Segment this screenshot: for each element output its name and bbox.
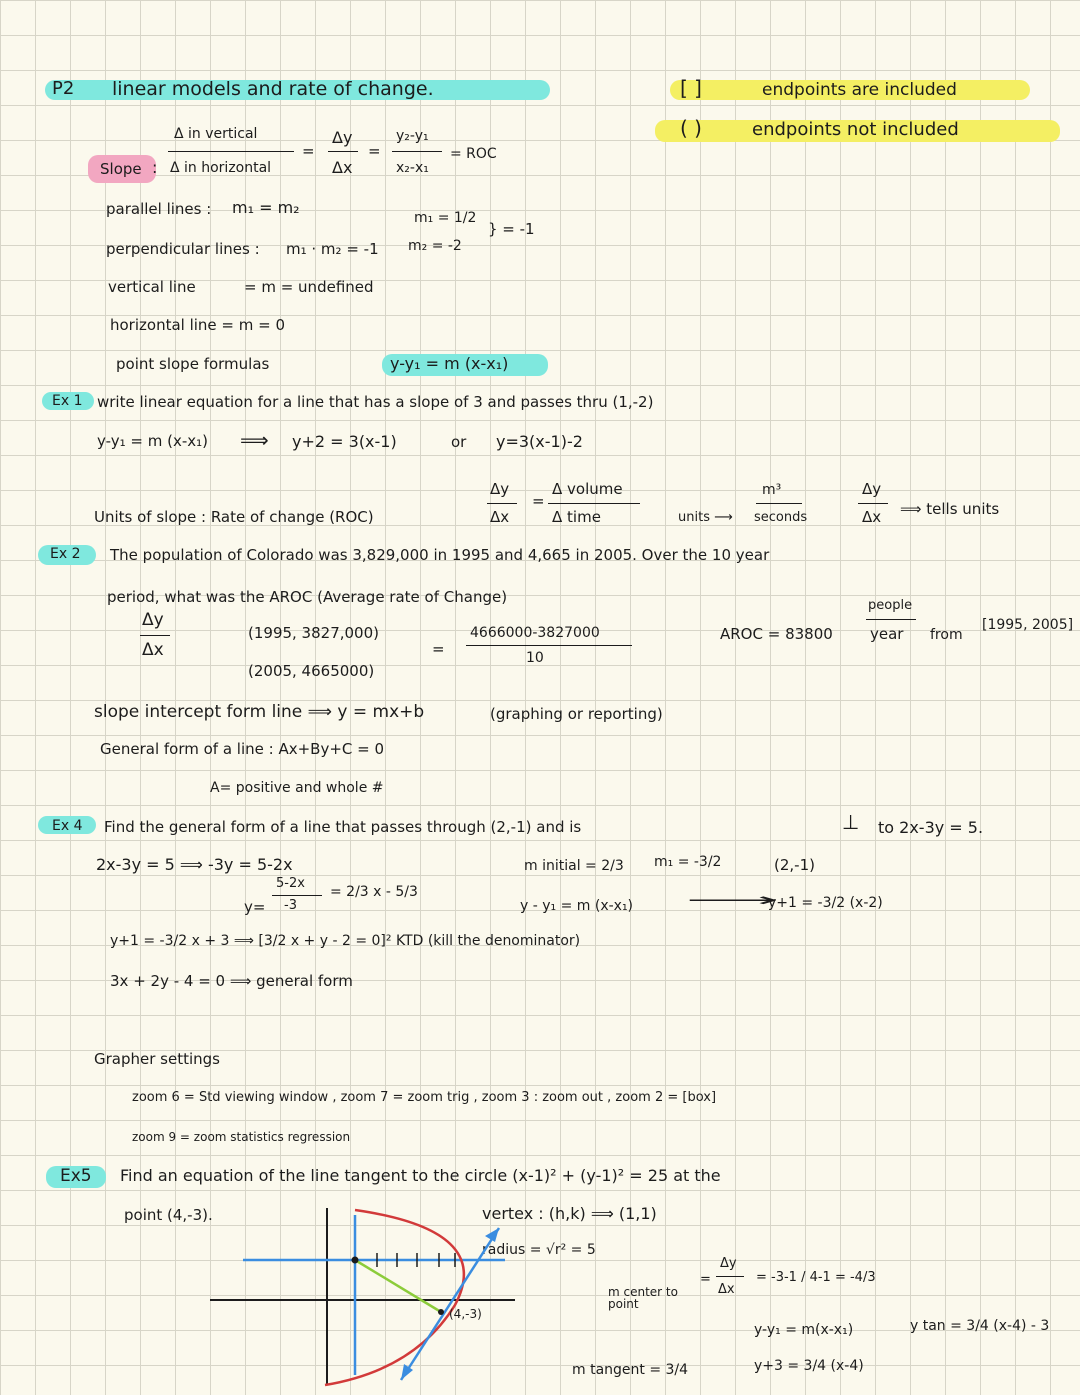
ex1-step: y+2 = 3(x-1) <box>292 432 397 451</box>
ex4-perp: ⊥ <box>842 810 860 834</box>
ex4-simplified: = 2/3 x - 5/3 <box>330 884 418 900</box>
ex2-num: 4666000-3827000 <box>470 625 600 641</box>
point-slope-label: point slope formulas <box>116 355 270 373</box>
ex5-eq1: = <box>700 1272 711 1287</box>
graph-circle-arc <box>325 1210 464 1385</box>
ex5-dy-bar <box>716 1276 744 1277</box>
general-form: General form of a line : Ax+By+C = 0 <box>100 740 385 758</box>
vertical-label: vertical line <box>108 278 196 296</box>
slope-roc: = ROC <box>450 146 497 162</box>
ex1-prompt: write linear equation for a line that has a slope of 3 and passes thru (1,-2) <box>97 393 654 411</box>
units-eq: = <box>532 492 545 510</box>
ex4-frac-bar <box>272 895 322 896</box>
ex1-tag: Ex 1 <box>52 393 83 409</box>
ex5-dx: Δx <box>718 1282 735 1297</box>
units-vnum: Δ volume <box>552 480 623 498</box>
ex1-alt: y=3(x-1)-2 <box>496 432 583 451</box>
slope-eq1: = <box>302 142 315 160</box>
graph-point-label: (4,-3) <box>449 1307 482 1321</box>
ex5-m-tangent: m tangent = 3/4 <box>572 1362 689 1378</box>
ex4-tag: Ex 4 <box>52 818 83 834</box>
ex2-dy: Δy <box>142 610 164 630</box>
units-dy2: Δy <box>862 480 882 498</box>
ex2-tag: Ex 2 <box>50 546 81 562</box>
open-bracket-symbol: ( ) <box>680 116 702 140</box>
units-vden: Δ time <box>552 508 601 526</box>
horizontal-label: horizontal line = m = 0 <box>110 316 286 334</box>
ex4-result: y+1 = -3/2 (x-2) <box>768 895 883 911</box>
parallel-brace: } = -1 <box>488 220 535 238</box>
ex4-num: 5-2x <box>276 876 305 891</box>
vertical-eq: = m = undefined <box>244 278 374 296</box>
graph-tangent-line <box>401 1228 499 1380</box>
ex5-dy: Δy <box>720 1256 737 1271</box>
ex4-den: -3 <box>284 898 297 913</box>
ex4-step1: 2x-3y = 5 ⟹ -3y = 5-2x <box>96 855 293 874</box>
point-slope-formula: y-y₁ = m (x-x₁) <box>390 354 509 373</box>
ex2-people-bar <box>866 619 916 620</box>
ex2-interval: [1995, 2005] <box>982 617 1074 633</box>
slope-dx: Δx <box>332 158 353 177</box>
slope-ynum: y₂-y₁ <box>396 128 429 144</box>
ex1-work: y-y₁ = m (x-x₁) <box>97 432 209 450</box>
slope-intercept-form: slope intercept form line ⟹ y = mx+b <box>94 702 425 722</box>
ex2-year: year <box>870 625 904 643</box>
ex4-m-initial: m initial = 2/3 <box>524 858 624 874</box>
perpendicular-eq: m₁ · m₂ = -1 <box>286 240 379 258</box>
slope-dy-bar <box>328 151 358 152</box>
slope-xy-bar <box>392 151 442 152</box>
slope-xden: x₂-x₁ <box>396 160 429 176</box>
units-arrow: units ⟶ <box>678 510 733 525</box>
ex5-tag: Ex5 <box>60 1166 92 1186</box>
parallel-label: parallel lines : <box>106 200 212 218</box>
graph-tangent-arrow-up <box>485 1228 499 1242</box>
general-form-note: A= positive and whole # <box>210 780 384 796</box>
page-title: linear models and rate of change. <box>112 78 434 100</box>
ex2-frac-bar <box>466 645 632 646</box>
ex5-radius: radius = √r² = 5 <box>482 1242 596 1258</box>
ex5-vertex: vertex : (h,k) ⟹ (1,1) <box>482 1204 657 1223</box>
ex4-point: (2,-1) <box>774 856 815 874</box>
slope-eq2: = <box>368 142 381 160</box>
ex5-frac: = -3-1 / 4-1 = -4/3 <box>756 1270 876 1285</box>
parallel-m2: m₂ = -2 <box>408 238 462 254</box>
graph-radius-line <box>355 1260 441 1312</box>
ex5-point: point (4,-3). <box>124 1206 213 1224</box>
grapher-line1: zoom 6 = Std viewing window , zoom 7 = zoom trig , zoom 3 : zoom out , zoom 2 = [box] <box>132 1090 717 1105</box>
parallel-eq: m₁ = m₂ <box>232 198 300 217</box>
ex1-or: or <box>451 433 467 451</box>
ex5-m-center: m center to point <box>608 1285 678 1311</box>
ex2-dx: Δx <box>142 640 164 660</box>
ex2-line2: period, what was the AROC (Average rate of Change) <box>107 588 508 606</box>
units-m3-bar <box>756 503 802 504</box>
slope-denominator: Δ in horizontal <box>170 160 272 176</box>
perpendicular-label: perpendicular lines : <box>106 240 260 258</box>
ex2-eq: = <box>432 640 445 658</box>
ex5-prompt: Find an equation of the line tangent to the circle (x-1)² + (y-1)² = 25 at the <box>120 1166 721 1185</box>
slope-dy: Δy <box>332 128 353 147</box>
units-seconds: seconds <box>754 510 808 525</box>
ex4-point-slope: y - y₁ = m (x-x₁) <box>520 898 634 914</box>
ex5-ps2: y+3 = 3/4 (x-4) <box>754 1358 864 1374</box>
ex2-dy-bar <box>140 635 170 636</box>
ex4-prompt: Find the general form of a line that passes through (2,-1) and is <box>104 818 582 836</box>
title-code: P2 <box>52 78 75 99</box>
closed-bracket-note: endpoints are included <box>762 80 957 100</box>
ex2-aroc: AROC = 83800 <box>720 625 833 643</box>
units-dx2: Δx <box>862 508 882 526</box>
open-bracket-note: endpoints not included <box>752 119 959 140</box>
graph-center-point <box>352 1257 359 1264</box>
ex2-people: people <box>868 598 913 613</box>
ex4-y: y= <box>244 898 266 916</box>
closed-bracket-symbol: [ ] <box>680 76 702 100</box>
ex4-arrow: ⟶ <box>686 890 779 911</box>
ex2-from: from <box>930 627 963 643</box>
graph-tangent-point <box>438 1309 444 1315</box>
ex4-step6: 3x + 2y - 4 = 0 ⟹ general form <box>110 972 353 990</box>
units-dy: Δy <box>490 480 510 498</box>
slope-numerator: Δ in vertical <box>174 126 258 142</box>
ex5-graph <box>205 1200 525 1390</box>
units-dy-bar <box>487 503 517 504</box>
ex2-den: 10 <box>526 650 544 666</box>
units-tells: ⟹ tells units <box>900 500 1000 518</box>
ex1-arrow: ⟹ <box>240 428 269 452</box>
slope-colon: : <box>152 158 158 177</box>
ex2-point1: (1995, 3827,000) <box>248 624 379 642</box>
slope-intercept-note: (graphing or reporting) <box>490 705 663 723</box>
ex2-line1: The population of Colorado was 3,829,000 in 1995 and 4,665 in 2005. Over the 10 year <box>110 546 770 564</box>
units-vol-bar <box>548 503 640 504</box>
ex5-point-slope: y-y₁ = m(x-x₁) <box>754 1322 854 1338</box>
ex4-step5: y+1 = -3/2 x + 3 ⟹ [3/2 x + y - 2 = 0]² KTD (kill the denominator) <box>110 933 581 949</box>
units-dy2-bar <box>858 503 888 504</box>
ex2-point2: (2005, 4665000) <box>248 662 375 680</box>
parallel-m1: m₁ = 1/2 <box>414 210 477 226</box>
grapher-heading: Grapher settings <box>94 1050 220 1068</box>
ex4-m1: m₁ = -3/2 <box>654 854 722 870</box>
grapher-line2: zoom 9 = zoom statistics regression <box>132 1130 351 1144</box>
slope-fraction-bar <box>168 151 294 152</box>
ex5-ytan: y tan = 3/4 (x-4) - 3 <box>910 1318 1050 1334</box>
units-dx: Δx <box>490 508 510 526</box>
slope-label: Slope <box>100 160 142 178</box>
units-label: Units of slope : Rate of change (ROC) <box>94 508 374 526</box>
units-m3: m³ <box>762 482 782 498</box>
ex4-prompt2: to 2x-3y = 5. <box>878 818 984 837</box>
